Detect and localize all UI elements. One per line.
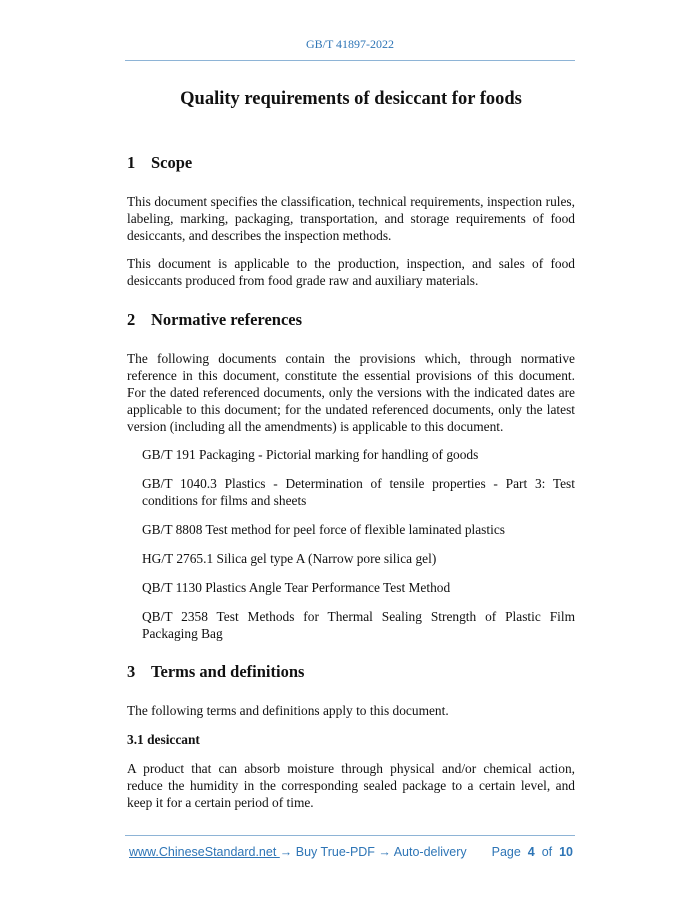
paragraph: The following documents contain the provisions which, through normative reference in this document, constitute the essential provisions of this document. For the dated referenced documents, only the versions with the indicated dates are applicable to this document; for the undated referenced documents, only the latest version (including all the amendments) is applicable to this document. — [127, 351, 575, 434]
section-heading-terms-definitions — [127, 662, 575, 682]
section-heading-normative-references — [127, 310, 575, 330]
reference-item: HG/T 2765.1 Silica gel type A (Narrow pore silica gel) — [142, 551, 437, 566]
reference-item: QB/T 1130 Plastics Angle Tear Performance Test Method — [142, 580, 451, 595]
reference-item: GB/T 8808 Test method for peel force of flexible laminated plastics — [142, 522, 505, 537]
section-title: Normative references — [151, 310, 303, 329]
footer-promo-text: → Buy True-PDF → Auto-delivery — [279, 845, 467, 859]
document-title: Quality requirements of desiccant for foods — [180, 89, 522, 109]
page-indicator: Page 4 of 10 — [491, 845, 573, 859]
page-footer — [129, 845, 573, 859]
reference-item: QB/T 2358 Test Methods for Thermal Sealing Strength of Plastic Film Packaging Bag — [142, 609, 575, 641]
section-number: 2 — [127, 310, 136, 329]
paragraph: This document is applicable to the production, inspection, and sales of food desiccants produced from food grade raw and auxiliary materials. — [127, 256, 575, 288]
section-heading-scope — [127, 153, 575, 173]
section-number: 1 — [127, 153, 136, 172]
term-label: 3.1 desiccant — [127, 732, 200, 747]
term-definition: A product that can absorb moisture through physical and/or chemical action, reduce the humidity in the corresponding sealed package to a certain level, and keep it for a certain period of time. — [127, 761, 575, 810]
footer-divider — [125, 835, 575, 836]
current-page: 4 — [527, 845, 535, 859]
paragraph: This document specifies the classification, technical requirements, inspection rules, labeling, marking, packaging, transportation, and storage requirements of food desiccants, and describes the inspection methods. — [127, 194, 575, 243]
footer-promo — [129, 845, 467, 859]
section-number: 3 — [127, 662, 136, 681]
paragraph: The following terms and definitions apply to this document. — [127, 703, 449, 718]
header-divider — [125, 60, 575, 61]
total-pages: 10 — [559, 845, 573, 859]
website-link[interactable]: www.ChineseStandard.net — [129, 845, 280, 859]
document-body — [127, 88, 575, 811]
reference-item: GB/T 1040.3 Plastics - Determination of tensile properties - Part 3: Test conditions for films and sheets — [142, 476, 575, 508]
reference-item: GB/T 191 Packaging - Pictorial marking for handling of goods — [142, 447, 479, 462]
section-title: Terms and definitions — [151, 662, 305, 681]
running-header: GB/T 41897-2022 — [305, 37, 395, 51]
section-title: Scope — [151, 153, 193, 172]
